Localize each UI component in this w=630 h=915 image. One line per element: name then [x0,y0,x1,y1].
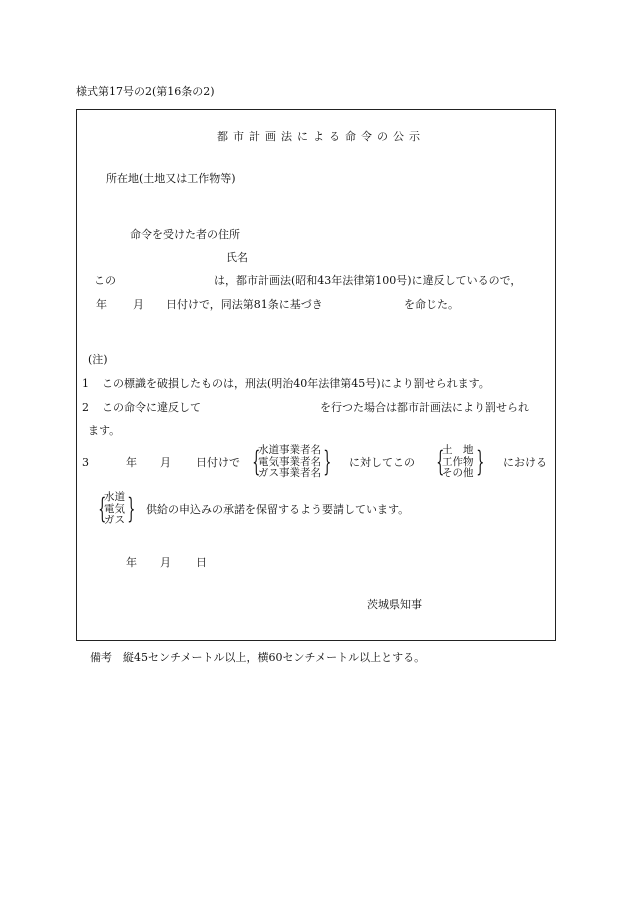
utility-gas: ガス [104,514,125,526]
note3-end-text: における [503,456,547,469]
note3-tail-text: 供給の申込みの承諾を保留するよう要請しています。 [146,503,410,516]
note2-text-c: ます。 [88,424,121,437]
object-land: 土 地 [442,444,474,456]
provider-gas: ガス事業者名 [258,467,321,479]
notice-frame [76,109,556,641]
recipient-name-label: 氏名 [226,251,248,264]
line1-text: は，都市計画法(昭和43年法律第100号)に違反しているので， [214,274,522,287]
notice-title: 都市計画法による命令の公示 [217,130,425,143]
date-day: 日 [196,556,207,569]
note1-text: この標識を破損したものは，刑法(明治40年法律第45号)により罰せられます。 [102,377,490,390]
provider-water: 水道事業者名 [258,444,321,456]
form-number: 様式第17号の2(第16条の2) [76,85,215,98]
utility-water: 水道 [104,491,125,503]
provider-electric: 電気事業者名 [258,455,321,468]
note3-day-text: 日付けで [196,456,240,469]
object-structure: 工作物 [442,455,474,468]
providers-brace-group [250,444,332,480]
recipient-address-label: 命令を受けた者の住所 [130,228,240,241]
note1-number: 1 [82,377,89,390]
remark: 備考 縦45センチメートル以上，横60センチメートル以上とする。 [90,651,426,664]
left-brace-icon: { [436,445,445,479]
object-other: その他 [442,467,474,479]
date-year: 年 [126,556,137,569]
left-brace-icon: { [98,492,107,526]
note3-mid-text: に対してこの [349,456,415,469]
note2-number: 2 [82,401,89,414]
note2-text-b: を行つた場合は都市計画法により罰せられ [320,401,529,414]
note2-text-a: この命令に違反して [102,401,201,414]
issuer: 茨城県知事 [367,598,422,611]
line2-suffix: を命じた。 [404,298,459,311]
note3-number: 3 [82,456,89,469]
note3-year: 年 [126,456,137,469]
utility-electric: 電気 [104,502,125,515]
line2-month: 月 [133,298,144,311]
line2-text: 日付けで，同法第81条に基づき [166,298,323,311]
objects-brace-group [434,445,482,480]
line2-year: 年 [96,298,107,311]
location-label: 所在地(土地又は工作物等) [106,172,236,185]
right-brace-icon: } [323,445,332,479]
date-month: 月 [160,556,171,569]
note3-month: 月 [160,456,171,469]
right-brace-icon: } [475,445,484,479]
note-heading: (注) [88,353,108,366]
right-brace-icon: } [127,492,136,526]
left-brace-icon: { [252,445,261,479]
utilities-brace-group [96,491,136,527]
line1-prefix: この [94,274,116,287]
